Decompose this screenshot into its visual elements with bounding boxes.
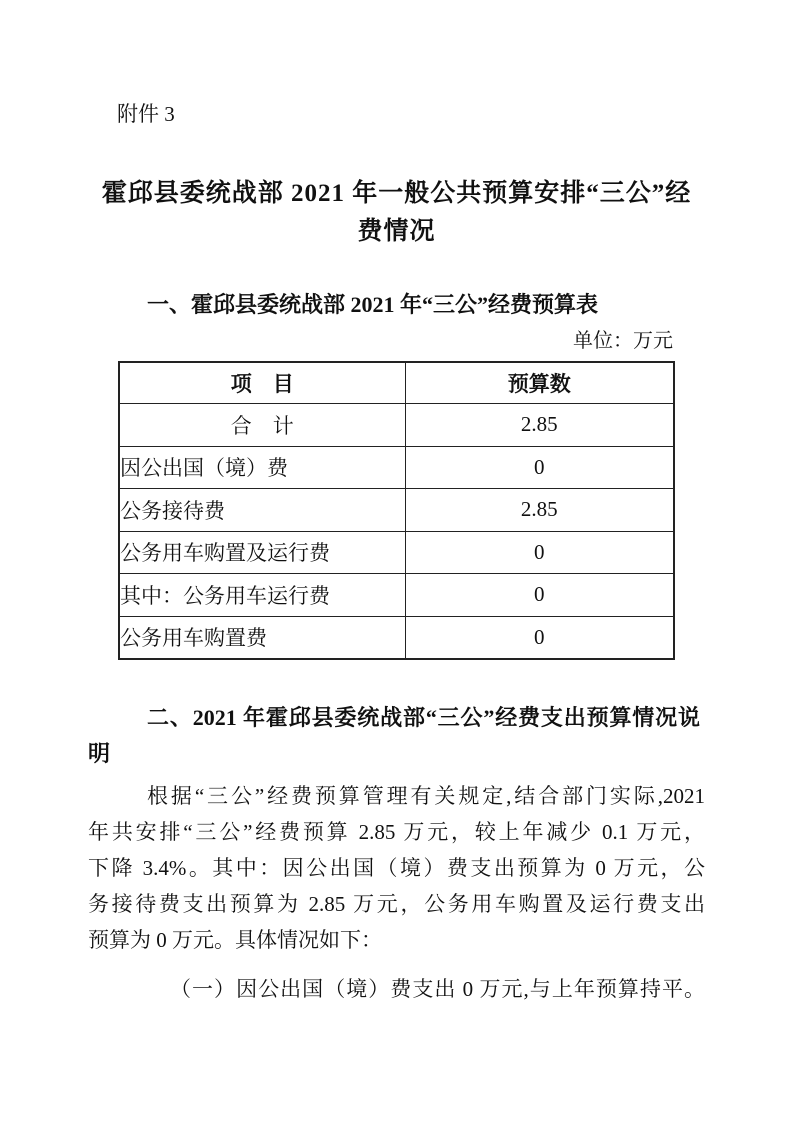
value-cell: 0 <box>405 446 674 489</box>
document-title-line1: 霍邱县委统战部 2021 年一般公共预算安排“三公”经 <box>101 180 692 207</box>
section1-heading: 一、霍邱县委统战部 2021 年“三公”经费预算表 <box>147 292 599 317</box>
item-cell: 合 计 <box>119 404 405 447</box>
paragraph-line: 年共安排“三公”经费预算 2.85 万元，较上年减少 0.1 万元， <box>88 820 705 844</box>
table-row-abroad-fee <box>119 446 674 489</box>
value-cell: 0 <box>405 531 674 574</box>
budget-table <box>118 361 675 660</box>
item1-paragraph: （一）因公出国（境）费支出 0 万元,与上年预算持平。 <box>170 977 705 1001</box>
column-header-value: 预算数 <box>405 362 674 404</box>
paragraph-line: 下降 3.4%。其中：因公出国（境）费支出预算为 0 万元，公 <box>88 856 705 880</box>
table-row-vehicle-purchase <box>119 616 674 659</box>
item-cell: 公务接待费 <box>119 489 405 532</box>
value-cell: 0 <box>405 616 674 659</box>
value-cell: 2.85 <box>405 404 674 447</box>
section2-heading-line1: 二、2021 年霍邱县委统战部“三公”经费支出预算情况说 <box>147 705 700 730</box>
attachment-label: 附件 3 <box>117 102 175 126</box>
item-cell: 其中：公务用车运行费 <box>119 574 405 617</box>
value-cell: 0 <box>405 574 674 617</box>
section2-heading-line2: 明 <box>88 741 111 766</box>
item-cell: 公务用车购置及运行费 <box>119 531 405 574</box>
document-title-line2: 费情况 <box>357 218 436 245</box>
paragraph-line: 根据“三公”经费预算管理有关规定,结合部门实际,2021 <box>147 784 705 808</box>
value-cell: 2.85 <box>405 489 674 532</box>
item-cell: 公务用车购置费 <box>119 616 405 659</box>
item-cell: 因公出国（境）费 <box>119 446 405 489</box>
unit-label: 单位：万元 <box>573 330 673 352</box>
column-header-item: 项 目 <box>119 362 405 404</box>
table-header-row <box>119 362 674 404</box>
paragraph-line: 务接待费支出预算为 2.85 万元，公务用车购置及运行费支出 <box>88 892 705 916</box>
table-row-total <box>119 404 674 447</box>
table-row-reception-fee <box>119 489 674 532</box>
table-row-vehicle-total <box>119 531 674 574</box>
table-row-vehicle-operation <box>119 574 674 617</box>
paragraph-line: 预算为 0 万元。具体情况如下： <box>88 928 382 952</box>
